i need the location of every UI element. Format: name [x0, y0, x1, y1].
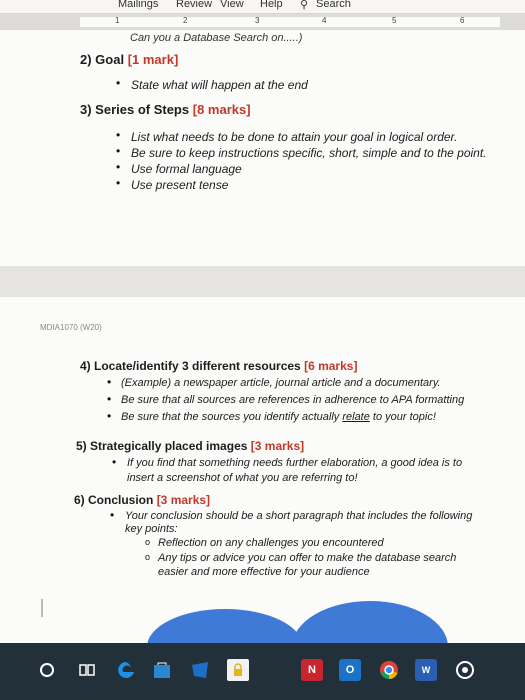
ruler-mark: 5 — [392, 16, 397, 25]
steps-bullet: Use formal language — [131, 162, 242, 176]
tab-mailings[interactable]: Mailings — [118, 0, 159, 10]
steps-bullet: Use present tense — [131, 178, 229, 192]
conclusion-line-1: Your conclusion should be a short paragraph that includes the following — [125, 510, 473, 522]
store-icon[interactable] — [151, 659, 173, 681]
bullet-icon: • — [112, 455, 117, 469]
chrome-icon[interactable] — [378, 659, 400, 681]
camera-app-icon[interactable] — [454, 659, 476, 681]
resources-bullet-2: Be sure that all sources are references in adherence to APA formatting — [121, 394, 465, 406]
resources-heading: 4) Locate/identify 3 different resources [6 marks] — [80, 359, 358, 373]
resources-marks: [6 marks] — [304, 359, 358, 373]
mail-icon[interactable] — [189, 659, 211, 681]
goal-bullet: State what will happen at the end — [131, 78, 308, 92]
conclusion-sub-2a: Any tips or advice you can offer to make the database search — [158, 552, 457, 564]
lock-app-icon[interactable] — [227, 659, 249, 681]
bullet-icon: • — [116, 128, 121, 142]
ruler-margin — [80, 17, 500, 27]
document-page-1[interactable] — [0, 30, 525, 266]
conclusion-heading: 6) Conclusion [3 marks] — [74, 493, 211, 507]
bullet-icon: • — [116, 160, 121, 174]
tab-review[interactable]: Review — [176, 0, 213, 10]
steps-bullet: List what needs to be done to attain your goal in logical order. — [131, 130, 458, 144]
outlook-icon[interactable] — [339, 659, 361, 681]
taskbar — [0, 643, 525, 700]
news-app-label: N — [308, 664, 316, 676]
goal-heading: 2) Goal [1 mark] — [80, 52, 179, 67]
cutoff-text: Can you a Database Search on.....) — [130, 32, 303, 44]
images-line-1: If you find that something needs further elaboration, a good idea is to — [127, 457, 463, 469]
edge-icon[interactable] — [115, 659, 137, 681]
cortana-icon[interactable] — [36, 659, 58, 681]
ruler[interactable] — [0, 14, 525, 30]
ruler-mark: 4 — [322, 16, 327, 25]
conclusion-marks: [3 marks] — [156, 493, 211, 507]
sub-bullet-icon: o — [145, 552, 151, 562]
ruler-mark: 2 — [183, 16, 188, 25]
decorative-arcs — [0, 587, 525, 643]
bullet-icon: • — [110, 508, 115, 522]
bullet-icon: • — [107, 392, 112, 406]
images-line-2: insert a screenshot of what you are referring to! — [127, 472, 358, 484]
steps-marks: [8 marks] — [192, 102, 251, 117]
bullet-icon: • — [116, 144, 121, 158]
page-header: MDIA1070 (W20) — [40, 323, 102, 332]
steps-bullet: Be sure to keep instructions specific, short, simple and to the point. — [131, 146, 487, 160]
relate-link: relate — [342, 411, 370, 423]
ribbon-tabs — [0, 0, 525, 14]
bullet-icon: • — [107, 409, 112, 423]
tab-search[interactable]: Search — [316, 0, 351, 10]
goal-marks: [1 mark] — [127, 52, 179, 67]
ruler-mark: 6 — [460, 16, 465, 25]
steps-heading: 3) Series of Steps [8 marks] — [80, 102, 251, 117]
bullet-icon: • — [107, 375, 112, 389]
word-label: W — [421, 665, 431, 675]
news-app-icon[interactable] — [301, 659, 323, 681]
sub-bullet-icon: o — [145, 537, 151, 547]
resources-bullet-1: (Example) a newspaper article, journal article and a documentary. — [121, 377, 441, 389]
bullet-icon: • — [116, 176, 121, 190]
tab-help[interactable]: Help — [260, 0, 283, 10]
task-view-icon[interactable] — [76, 659, 98, 681]
images-heading: 5) Strategically placed images [3 marks] — [76, 439, 305, 453]
ruler-mark: 3 — [255, 16, 260, 25]
images-marks: [3 marks] — [250, 439, 305, 453]
conclusion-sub-2b: easier and more effective for your audience — [158, 566, 370, 578]
ruler-mark: 1 — [115, 16, 120, 25]
document-page-2[interactable] — [0, 297, 525, 643]
conclusion-sub-1: Reflection on any challenges you encountered — [158, 537, 384, 549]
outlook-label: O — [345, 664, 355, 676]
resources-bullet-3: Be sure that the sources you identify actually relate to your topic! — [121, 411, 436, 423]
bullet-icon: • — [116, 76, 121, 90]
search-icon[interactable]: ⚲ — [300, 0, 309, 11]
conclusion-line-2: key points: — [125, 523, 178, 535]
tab-view[interactable]: View — [220, 0, 244, 10]
word-icon[interactable] — [415, 659, 437, 681]
